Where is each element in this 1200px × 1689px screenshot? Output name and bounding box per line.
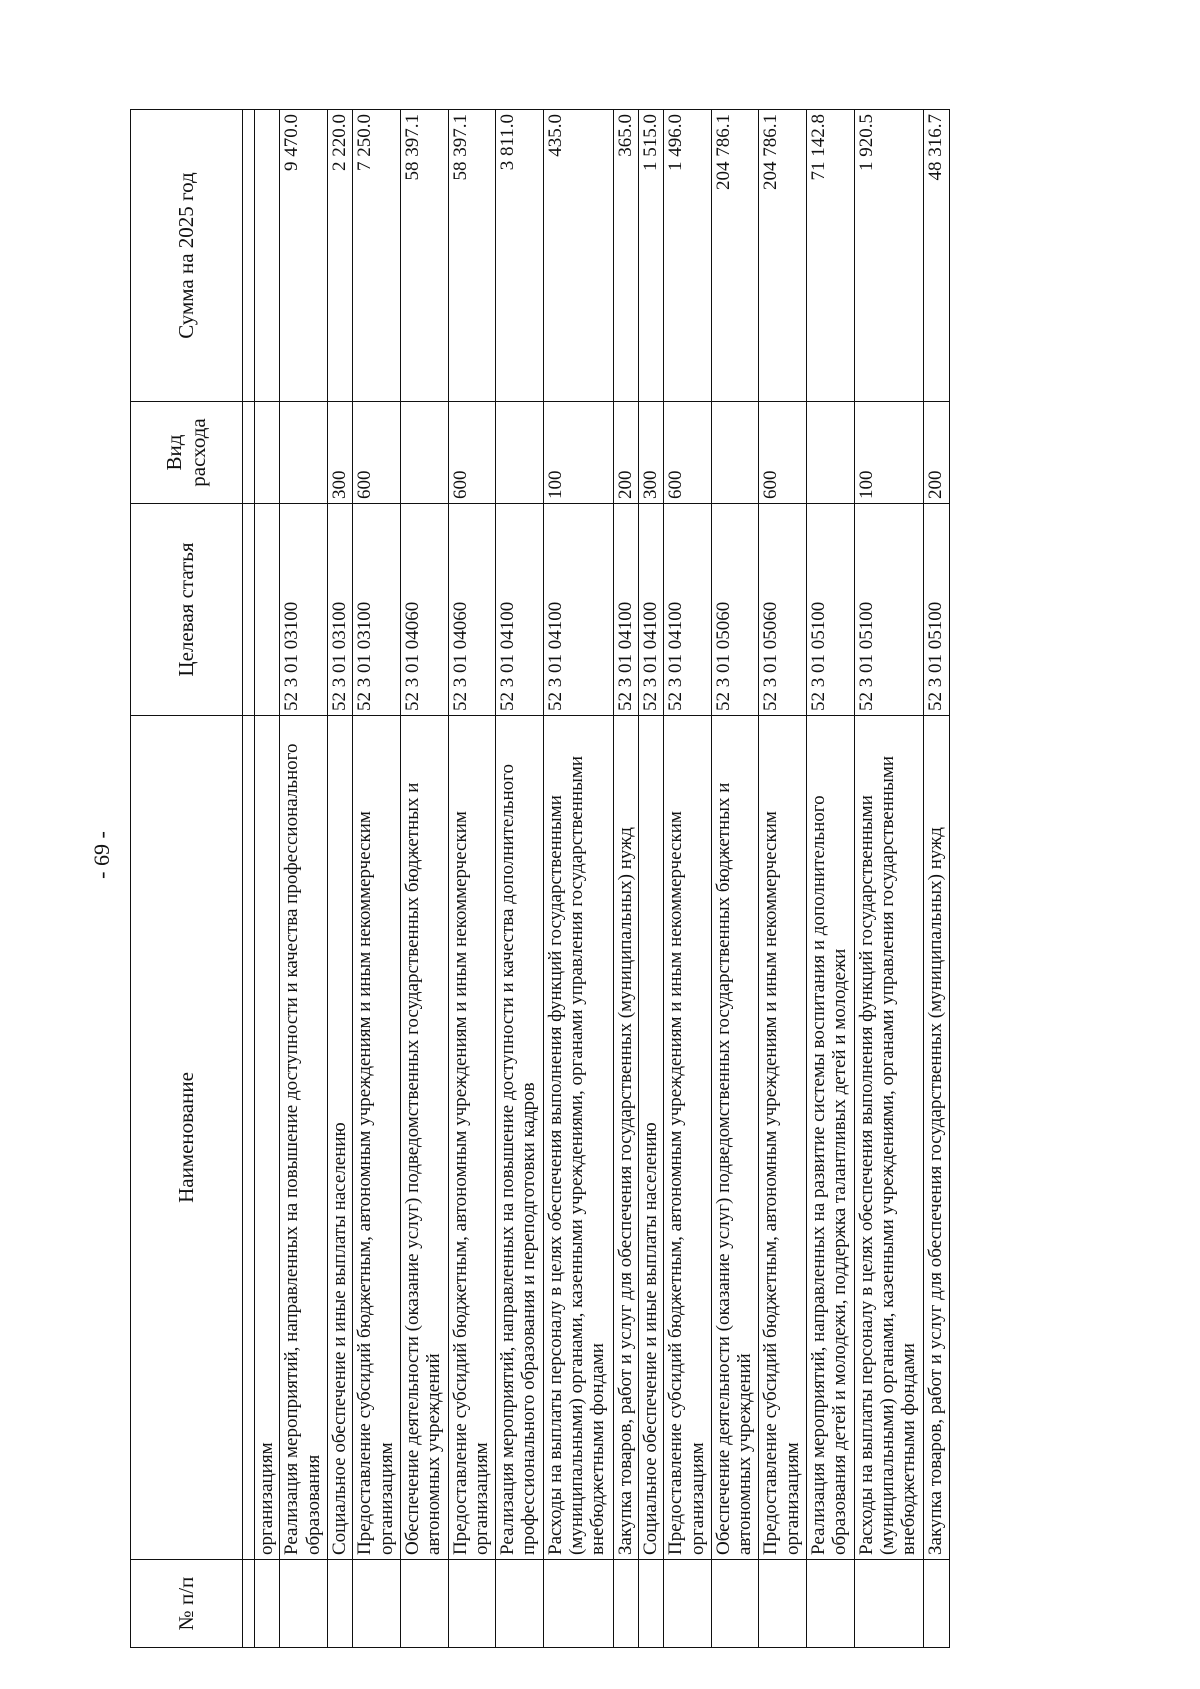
row-sum-cell: 58 397.1 — [448, 110, 496, 402]
table-row — [664, 110, 712, 1648]
spacer-cell — [243, 1560, 255, 1648]
row-expense-type-cell: 100 — [543, 402, 613, 504]
table-header-row — [131, 110, 243, 1648]
row-expense-type-cell — [400, 402, 448, 504]
row-target-code-cell — [255, 504, 280, 716]
row-name-cell: Закупка товаров, работ и услуг для обеспечения государственных (муниципальных) нужд — [613, 716, 638, 1560]
row-target-code-cell: 52 3 01 04100 — [613, 504, 638, 716]
row-num-cell — [255, 1560, 280, 1648]
row-target-code-cell: 52 3 01 05100 — [854, 504, 924, 716]
row-name-cell: Предоставление субсидий бюджетным, автономным учреждениям и иным некоммерческим организациям — [353, 716, 401, 1560]
row-expense-type-cell: 300 — [327, 402, 352, 504]
header-sum: Сумма на 2025 год — [131, 110, 243, 402]
table-row — [807, 110, 855, 1648]
table-row — [448, 110, 496, 1648]
table-row — [711, 110, 759, 1648]
table-row — [759, 110, 807, 1648]
header-expense-type: Вид расхода — [131, 402, 243, 504]
row-num-cell — [353, 1560, 401, 1648]
row-sum-cell: 2 220.0 — [327, 110, 352, 402]
row-sum-cell: 435.0 — [543, 110, 613, 402]
row-target-code-cell: 52 3 01 04100 — [543, 504, 613, 716]
table-row — [327, 110, 352, 1648]
row-name-cell: Обеспечение деятельности (оказание услуг) подведомственных государственных бюджетных и автономных учреждений — [711, 716, 759, 1560]
table-row — [638, 110, 663, 1648]
row-sum-cell — [255, 110, 280, 402]
row-expense-type-cell: 600 — [353, 402, 401, 504]
row-name-cell: Реализация мероприятий, направленных на повышение доступности и качества профессионального образования — [280, 716, 328, 1560]
row-num-cell — [400, 1560, 448, 1648]
row-name-cell: Социальное обеспечение и иные выплаты населению — [327, 716, 352, 1560]
row-num-cell — [613, 1560, 638, 1648]
header-num: № п/п — [131, 1560, 243, 1648]
row-expense-type-cell — [280, 402, 328, 504]
row-expense-type-cell: 600 — [664, 402, 712, 504]
header-name: Наименование — [131, 716, 243, 1560]
table-row — [280, 110, 328, 1648]
row-name-cell: Расходы на выплаты персоналу в целях обеспечения выполнения функций государственными (муниципальными) органами, казенными учреждениями, органами управления государственными внебюджетными фондами — [543, 716, 613, 1560]
row-name-cell: организациям — [255, 716, 280, 1560]
table-row — [854, 110, 924, 1648]
row-target-code-cell: 52 3 01 03100 — [327, 504, 352, 716]
row-target-code-cell: 52 3 01 04060 — [448, 504, 496, 716]
table-row — [924, 110, 950, 1648]
row-num-cell — [638, 1560, 663, 1648]
table-row — [613, 110, 638, 1648]
row-num-cell — [448, 1560, 496, 1648]
spacer-cell — [243, 402, 255, 504]
row-expense-type-cell: 200 — [613, 402, 638, 504]
row-sum-cell: 1 515.0 — [638, 110, 663, 402]
row-name-cell: Социальное обеспечение и иные выплаты населению — [638, 716, 663, 1560]
row-expense-type-cell: 600 — [448, 402, 496, 504]
row-num-cell — [807, 1560, 855, 1648]
row-num-cell — [854, 1560, 924, 1648]
row-num-cell — [543, 1560, 613, 1648]
row-sum-cell: 9 470.0 — [280, 110, 328, 402]
row-target-code-cell: 52 3 01 04100 — [664, 504, 712, 716]
row-sum-cell: 1 920.5 — [854, 110, 924, 402]
row-sum-cell: 58 397.1 — [400, 110, 448, 402]
row-name-cell: Закупка товаров, работ и услуг для обеспечения государственных (муниципальных) нужд — [924, 716, 950, 1560]
row-expense-type-cell — [711, 402, 759, 504]
table-row — [353, 110, 401, 1648]
row-name-cell: Реализация мероприятий, направленных на развитие системы воспитания и дополнительного образования детей и молодежи, поддержка талантливых детей и молодежи — [807, 716, 855, 1560]
row-num-cell — [759, 1560, 807, 1648]
row-target-code-cell: 52 3 01 05060 — [759, 504, 807, 716]
table-row — [543, 110, 613, 1648]
page-number: - 69 - — [89, 831, 114, 879]
spacer-cell — [243, 504, 255, 716]
row-name-cell: Обеспечение деятельности (оказание услуг) подведомственных государственных бюджетных и автономных учреждений — [400, 716, 448, 1560]
row-sum-cell: 3 811.0 — [496, 110, 544, 402]
row-expense-type-cell — [496, 402, 544, 504]
row-num-cell — [280, 1560, 328, 1648]
row-target-code-cell: 52 3 01 03100 — [353, 504, 401, 716]
row-num-cell — [664, 1560, 712, 1648]
row-target-code-cell: 52 3 01 05100 — [924, 504, 950, 716]
row-num-cell — [327, 1560, 352, 1648]
row-target-code-cell: 52 3 01 05060 — [711, 504, 759, 716]
row-name-cell: Предоставление субсидий бюджетным, автономным учреждениям и иным некоммерческим организациям — [759, 716, 807, 1560]
row-sum-cell: 7 250.0 — [353, 110, 401, 402]
row-sum-cell: 365.0 — [613, 110, 638, 402]
spacer-cell — [243, 110, 255, 402]
rotated-table-wrapper — [130, 110, 950, 1648]
row-sum-cell: 204 786.1 — [711, 110, 759, 402]
table-row — [496, 110, 544, 1648]
row-expense-type-cell: 100 — [854, 402, 924, 504]
row-target-code-cell: 52 3 01 03100 — [280, 504, 328, 716]
table-spacer-row — [243, 110, 255, 1648]
row-target-code-cell: 52 3 01 04100 — [496, 504, 544, 716]
row-sum-cell: 1 496.0 — [664, 110, 712, 402]
row-target-code-cell: 52 3 01 04100 — [638, 504, 663, 716]
row-name-cell: Предоставление субсидий бюджетным, автономным учреждениям и иным некоммерческим организациям — [448, 716, 496, 1560]
row-expense-type-cell: 600 — [759, 402, 807, 504]
row-num-cell — [711, 1560, 759, 1648]
row-target-code-cell: 52 3 01 04060 — [400, 504, 448, 716]
row-name-cell: Расходы на выплаты персоналу в целях обеспечения выполнения функций государственными (муниципальными) органами, казенными учреждениями, органами управления государственными внебюджетными фондами — [854, 716, 924, 1560]
header-target: Целевая статья — [131, 504, 243, 716]
row-expense-type-cell — [255, 402, 280, 504]
table-row — [400, 110, 448, 1648]
spacer-cell — [243, 716, 255, 1560]
row-name-cell: Реализация мероприятий, направленных на повышение доступности и качества дополнительного профессионального образования и переподготовки кадров — [496, 716, 544, 1560]
table-body — [243, 110, 950, 1648]
row-sum-cell: 204 786.1 — [759, 110, 807, 402]
budget-table — [130, 109, 950, 1648]
row-target-code-cell: 52 3 01 05100 — [807, 504, 855, 716]
table-row — [255, 110, 280, 1648]
row-name-cell: Предоставление субсидий бюджетным, автономным учреждениям и иным некоммерческим организациям — [664, 716, 712, 1560]
row-num-cell — [924, 1560, 950, 1648]
row-expense-type-cell — [807, 402, 855, 504]
row-num-cell — [496, 1560, 544, 1648]
row-expense-type-cell: 300 — [638, 402, 663, 504]
row-sum-cell: 71 142.8 — [807, 110, 855, 402]
row-expense-type-cell: 200 — [924, 402, 950, 504]
row-sum-cell: 48 316.7 — [924, 110, 950, 402]
